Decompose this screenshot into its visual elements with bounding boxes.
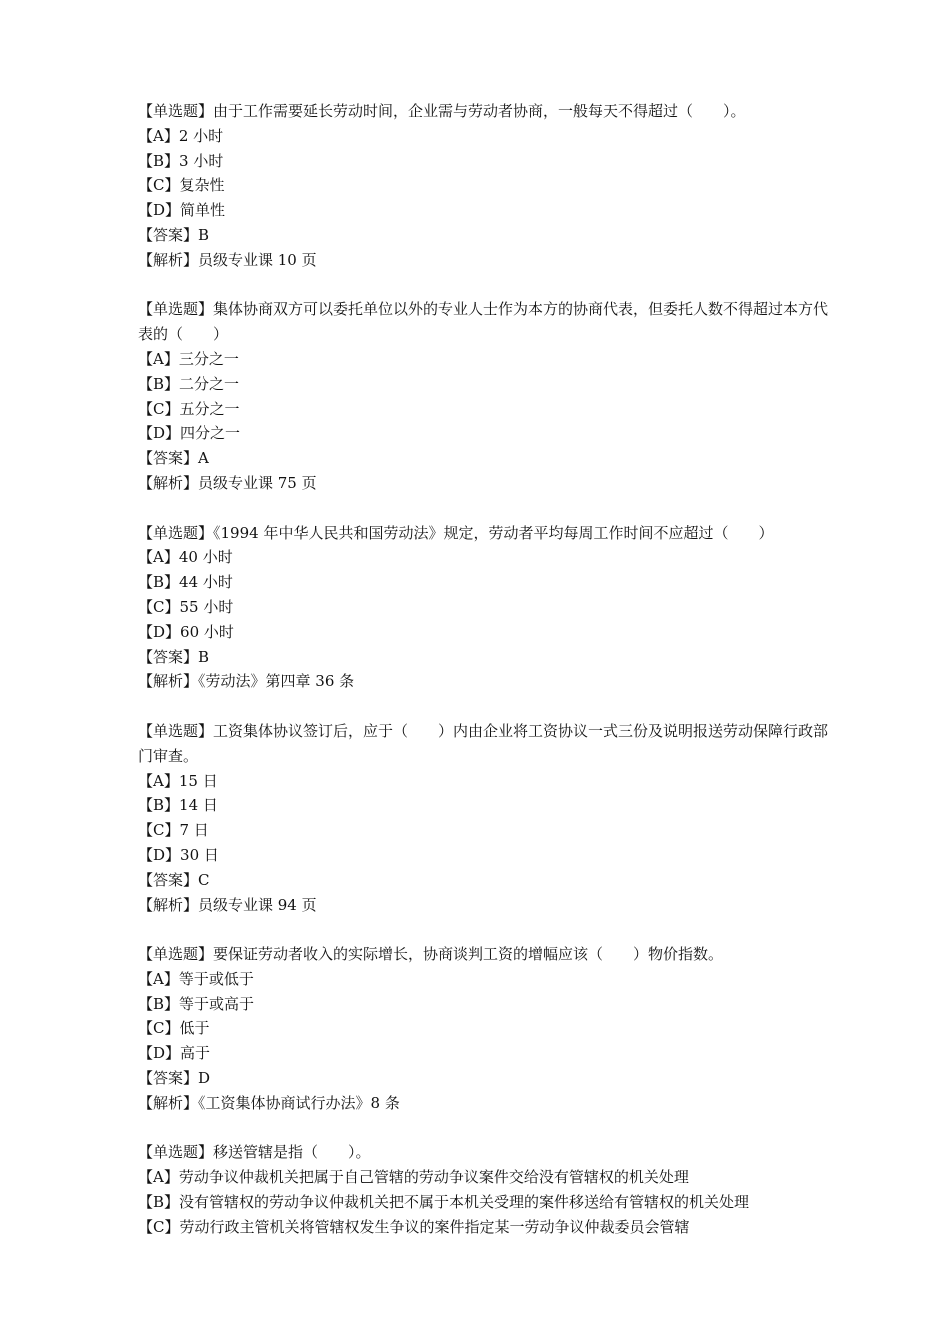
- option-b: 【B】没有管辖权的劳动争议仲裁机关把不属于本机关受理的案件移送给有管辖权的机关处理: [138, 1193, 750, 1212]
- question-stem: 【单选题】工资集体协议签订后，应于（ ）内由企业将工资协议一式三份及说明报送劳动保障行政部门审查。: [138, 721, 829, 765]
- option-b: 【B】二分之一: [138, 374, 240, 393]
- option-b: 【B】3 小时: [138, 151, 224, 170]
- question-stem: 【单选题】《1994 年中华人民共和国劳动法》规定，劳动者平均每周工作时间不应超过（ ）: [138, 523, 774, 542]
- analysis: 【解析】员级专业课 94 页: [138, 895, 317, 914]
- option-d: 【D】四分之一: [138, 424, 241, 443]
- option-c: 【C】复杂性: [138, 176, 225, 195]
- option-a: 【A】三分之一: [138, 349, 239, 368]
- answer: 【答案】B: [138, 647, 210, 666]
- analysis: 【解析】《工资集体协商试行办法》8 条: [138, 1093, 400, 1112]
- question-stem: 【单选题】移送管辖是指（ ）。: [138, 1143, 371, 1162]
- option-b: 【B】14 日: [138, 796, 218, 815]
- answer: 【答案】B: [138, 225, 210, 244]
- option-c: 【C】低于: [138, 1019, 210, 1038]
- option-c: 【C】五分之一: [138, 399, 240, 418]
- answer: 【答案】A: [138, 449, 209, 468]
- option-a: 【A】15 日: [138, 771, 218, 790]
- question-6: [138, 1140, 828, 1239]
- answer: 【答案】D: [138, 1069, 211, 1088]
- question-4: [138, 719, 828, 917]
- option-b: 【B】等于或高于: [138, 994, 255, 1013]
- analysis: 【解析】员级专业课 75 页: [138, 473, 317, 492]
- analysis: 【解析】《劳动法》第四章 36 条: [138, 672, 355, 691]
- option-c: 【C】7 日: [138, 821, 209, 840]
- question-2: [138, 297, 828, 495]
- question-stem: 【单选题】集体协商双方可以委托单位以外的专业人士作为本方的协商代表，但委托人数不得超过本方代表的（ ）: [138, 300, 829, 344]
- question-stem: 【单选题】要保证劳动者收入的实际增长，协商谈判工资的增幅应该（ ）物价指数。: [138, 945, 724, 964]
- option-a: 【A】40 小时: [138, 548, 233, 567]
- question-5: [138, 942, 828, 1116]
- option-d: 【D】高于: [138, 1044, 211, 1063]
- option-a: 【A】等于或低于: [138, 969, 254, 988]
- option-d: 【D】60 小时: [138, 622, 234, 641]
- option-c: 【C】55 小时: [138, 597, 234, 616]
- option-d: 【D】30 日: [138, 845, 219, 864]
- option-d: 【D】简单性: [138, 201, 226, 220]
- question-3: [138, 521, 828, 695]
- question-list: [138, 99, 828, 1264]
- question-1: [138, 99, 828, 273]
- option-a: 【A】劳动争议仲裁机关把属于自己管辖的劳动争议案件交给没有管辖权的机关处理: [138, 1168, 689, 1187]
- option-b: 【B】44 小时: [138, 573, 233, 592]
- option-a: 【A】2 小时: [138, 126, 224, 145]
- option-c: 【C】劳动行政主管机关将管辖权发生争议的案件指定某一劳动争议仲裁委员会管辖: [138, 1217, 690, 1236]
- analysis: 【解析】员级专业课 10 页: [138, 250, 317, 269]
- question-stem: 【单选题】由于工作需要延长劳动时间，企业需与劳动者协商，一般每天不得超过（ ）。: [138, 102, 746, 120]
- answer: 【答案】C: [138, 870, 210, 889]
